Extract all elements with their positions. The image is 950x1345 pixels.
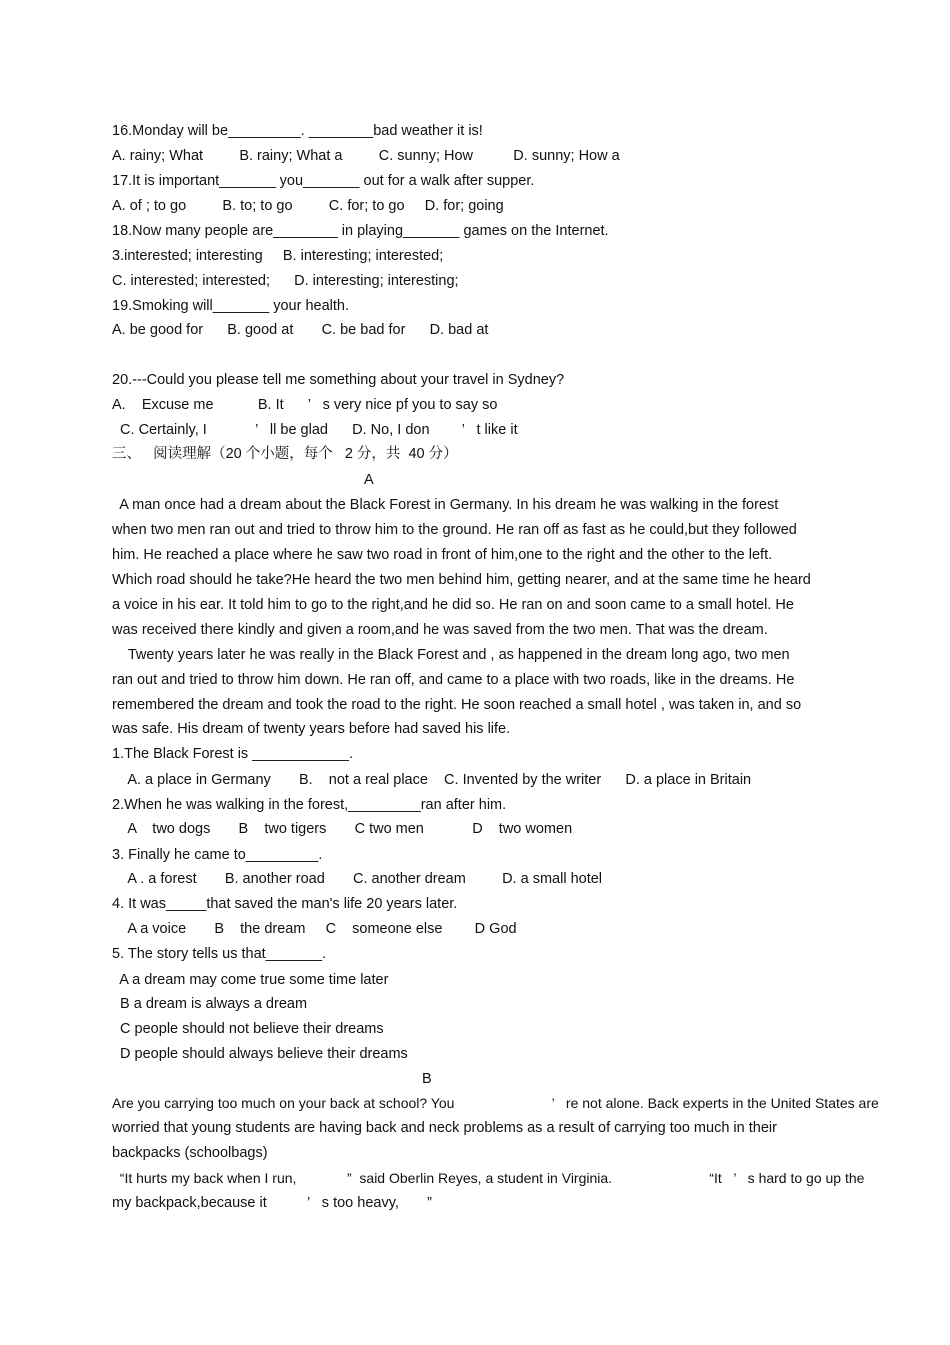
reading-question-2-options: A two dogs B two tigers C two men D two women: [112, 821, 573, 837]
passage-b-line: my backpack,because it ’ s too heavy, ”: [112, 1195, 432, 1211]
reading-question-4: 4. It was_____that saved the man's life 20 years later.: [112, 896, 458, 912]
passage-a-line: him. He reached a place where he saw two road in front of him,one to the right and the other to the left.: [112, 547, 773, 563]
reading-question-5-option-c: C people should not believe their dreams: [112, 1021, 384, 1037]
question-17-options: A. of ; to go B. to; to go C. for; to go D. for; going: [112, 198, 504, 214]
passage-b-line: Are you carrying too much on your back at school? You ’ re not alone. Back experts in the United States are: [112, 1095, 879, 1111]
reading-question-3-options: A . a forest B. another road C. another dream D. a small hotel: [112, 871, 603, 887]
passage-b-label: B: [422, 1071, 432, 1087]
question-16-options: A. rainy; What B. rainy; What a C. sunny; How D. sunny; How a: [112, 148, 620, 164]
question-18: 18.Now many people are________ in playing_______ games on the Internet.: [112, 223, 609, 239]
reading-question-1: 1.The Black Forest is ____________.: [112, 746, 354, 762]
reading-question-2: 2.When he was walking in the forest,_________ran after him.: [112, 797, 507, 813]
passage-a-line: ran out and tried to throw him down. He ran off, and came to a place with two roads, like in the dreams. He: [112, 672, 795, 688]
passage-b-line: “It hurts my back when I run, ” said Oberlin Reyes, a student in Virginia. “It ’ s hard to go up the: [112, 1170, 865, 1186]
question-19-options: A. be good for B. good at C. be bad for D. bad at: [112, 322, 489, 338]
passage-b-line: backpacks (schoolbags): [112, 1145, 268, 1161]
reading-question-1-options: A. a place in Germany B. not a real place C. Invented by the writer D. a place in Britain: [112, 772, 752, 788]
question-18-options-2: C. interested; interested; D. interesting; interesting;: [112, 273, 459, 289]
passage-b-line: worried that young students are having back and neck problems as a result of carrying too much in their: [112, 1120, 777, 1136]
passage-a-line: was received there kindly and given a room,and he was saved from the two men. That was the dream.: [112, 622, 768, 638]
question-16: 16.Monday will be_________. ________bad weather it is!: [112, 123, 483, 139]
reading-question-4-options: A a voice B the dream C someone else D God: [112, 921, 517, 937]
passage-a-label: A: [364, 472, 374, 488]
reading-question-5-option-a: A a dream may come true some time later: [112, 972, 389, 988]
section-heading: 三、 阅读理解（20 个小题，每个 2 分，共 40 分）: [112, 446, 458, 462]
question-20-options-2: C. Certainly, I ’ ll be glad D. No, I don ’ t like it: [112, 422, 518, 438]
passage-a-line: Which road should he take?He heard the two men behind him, getting nearer, and at the same time he heard: [112, 572, 811, 588]
passage-a-line: remembered the dream and took the road to the right. He soon reached a small hotel , was taken in, and so: [112, 697, 802, 713]
question-20-options-1: A. Excuse me B. It ’ s very nice pf you to say so: [112, 397, 498, 413]
question-17: 17.It is important_______ you_______ out for a walk after supper.: [112, 173, 535, 189]
passage-a-line: when two men ran out and tried to throw him to the ground. He ran off as fast as he could,but they followed: [112, 522, 797, 538]
reading-question-5: 5. The story tells us that_______.: [112, 946, 327, 962]
passage-a-line: was safe. His dream of twenty years before had saved his life.: [112, 721, 511, 737]
question-19: 19.Smoking will_______ your health.: [112, 298, 349, 314]
question-18-options-1: 3.interested; interesting B. interesting; interested;: [112, 248, 444, 264]
reading-question-5-option-b: B a dream is always a dream: [112, 996, 308, 1012]
passage-a-line: Twenty years later he was really in the Black Forest and , as happened in the dream long ago, two men: [112, 647, 790, 663]
reading-question-5-option-d: D people should always believe their dreams: [112, 1046, 408, 1062]
question-20: 20.---Could you please tell me something about your travel in Sydney?: [112, 372, 565, 388]
passage-a-line: A man once had a dream about the Black Forest in Germany. In his dream he was walking in the forest: [112, 497, 779, 513]
passage-a-line: a voice in his ear. It told him to go to the right,and he did so. He ran on and soon came to a small hotel. He: [112, 597, 794, 613]
reading-question-3: 3. Finally he came to_________.: [112, 847, 323, 863]
